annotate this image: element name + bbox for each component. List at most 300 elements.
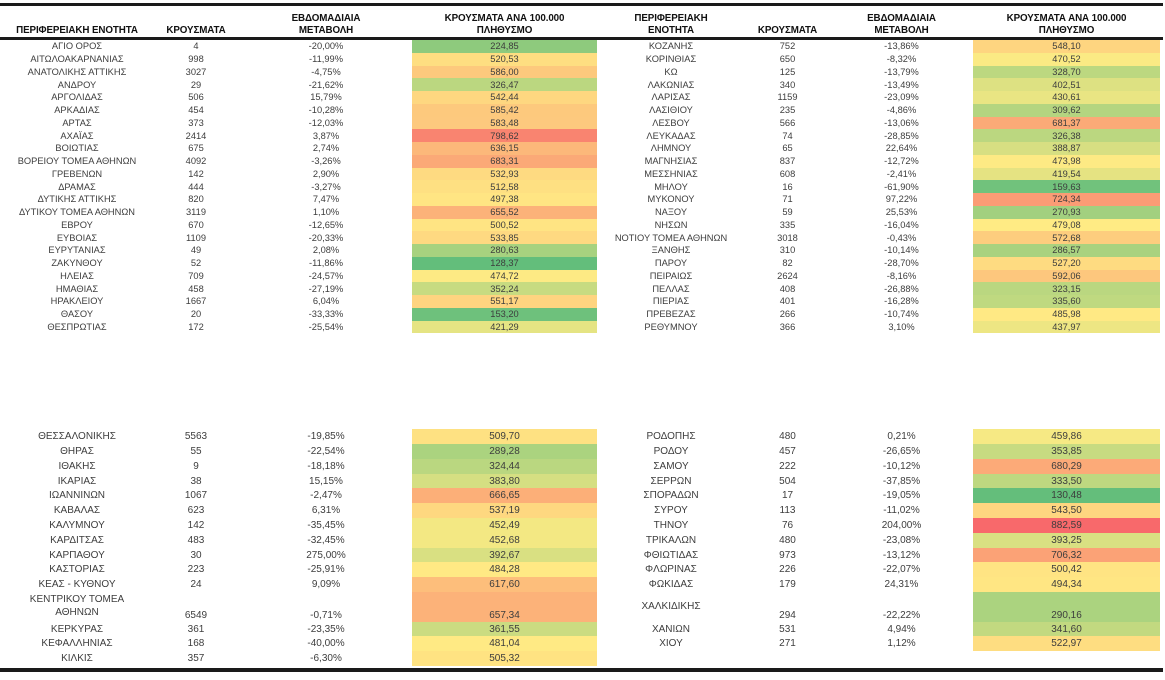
spacer-row <box>2 333 597 429</box>
cell-per100k: 497,38 <box>412 193 597 206</box>
cell-name: ΝΟΤΙΟΥ ΤΟΜΕΑ ΑΘΗΝΩΝ <box>614 232 728 243</box>
cell-per100k: 224,85 <box>412 40 597 53</box>
table-row <box>2 257 597 270</box>
cell-weekly: 3,10% <box>888 321 915 332</box>
cell-per100k: 335,60 <box>973 295 1160 308</box>
cell-name: ΡΟΔΟΠΗΣ <box>646 431 696 443</box>
cell-name: ΝΗΣΩΝ <box>654 219 688 230</box>
cell-cases: 1159 <box>777 92 798 103</box>
cell-name: ΑΡΓΟΛΙΔΑΣ <box>51 92 103 103</box>
cell-weekly: -12,72% <box>884 156 919 167</box>
spacer-cell <box>2 333 152 429</box>
cell-per100k: 341,60 <box>973 622 1160 637</box>
header-label-line2: ΕΝΟΤΗΤΑ <box>648 24 694 36</box>
cell-cases: 9 <box>193 460 199 472</box>
cell-weekly: -20,33% <box>308 232 344 243</box>
right-top-section <box>597 40 1160 333</box>
cell-weekly: 1,12% <box>887 638 916 650</box>
cell-weekly: 6,04% <box>312 296 340 307</box>
cell-cases: 408 <box>779 283 796 294</box>
table-row <box>597 78 1160 91</box>
cell-per100k: 548,10 <box>973 40 1160 53</box>
header-label-line1: ΚΡΟΥΣΜΑΤΑ ΑΝΑ 100.000 <box>444 13 565 24</box>
cell-per100k: 706,32 <box>973 548 1160 563</box>
right-header-region <box>597 5 745 36</box>
cell-weekly: 275,00% <box>306 549 346 561</box>
cell-per100k: 333,50 <box>973 474 1160 489</box>
cell-cases: 266 <box>779 309 796 320</box>
table-row <box>597 295 1160 308</box>
cell-cases: 2624 <box>777 270 798 281</box>
table-row <box>597 429 1160 444</box>
cell-per100k: 290,16 <box>973 592 1160 622</box>
table-row <box>597 308 1160 321</box>
cell-weekly: -22,07% <box>882 564 921 576</box>
cell-per100k: 479,08 <box>973 219 1160 232</box>
table-row <box>2 636 597 651</box>
cell-cases: 531 <box>779 623 796 635</box>
cell-per100k: 494,34 <box>973 577 1160 592</box>
cell-cases: 623 <box>187 505 205 517</box>
cell-cases: 373 <box>188 117 204 128</box>
left-header-weekly-change <box>240 5 412 36</box>
cell-per100k: 585,42 <box>412 104 597 117</box>
header-label-line2: ΜΕΤΑΒΟΛΗ <box>874 24 929 36</box>
header-label: ΚΡΟΥΣΜΑΤΑ <box>166 24 226 36</box>
cell-cases: 4092 <box>185 156 207 167</box>
cell-cases: 223 <box>187 564 205 576</box>
cell-per100k: 683,31 <box>412 155 597 168</box>
cell-cases: 401 <box>779 296 796 307</box>
cell-cases: 366 <box>779 321 796 332</box>
table-row <box>2 168 597 181</box>
cell-weekly: -4,86% <box>886 105 917 116</box>
left-top-section <box>2 40 597 333</box>
cell-per100k: 324,44 <box>412 459 597 474</box>
cell-cases: 752 <box>779 41 796 52</box>
cell-name: ΘΗΡΑΣ <box>60 445 94 457</box>
cell-weekly: 2,74% <box>312 143 340 154</box>
cell-per100k: 361,55 <box>412 622 597 637</box>
cell-weekly: -10,12% <box>882 460 921 472</box>
cell-weekly: -8,32% <box>886 54 917 65</box>
cell-per100k: 388,87 <box>973 142 1160 155</box>
cell-name: ΛΑΚΩΝΙΑΣ <box>647 79 695 90</box>
cell-cases: 998 <box>188 54 204 65</box>
cell-per100k: 512,58 <box>412 180 597 193</box>
table-row <box>2 40 597 53</box>
cell-weekly: 0,21% <box>887 431 916 443</box>
cell-per100k: 500,52 <box>412 219 597 232</box>
table-row <box>2 155 597 168</box>
cell-per100k: 128,37 <box>412 257 597 270</box>
cell-cases: 65 <box>782 143 793 154</box>
cell-per100k: 419,54 <box>973 168 1160 181</box>
table-row <box>2 142 597 155</box>
cell-name: ΒΟΙΩΤΙΑΣ <box>55 143 99 154</box>
cell-name: ΙΘΑΚΗΣ <box>58 460 96 472</box>
cell-name: ΔΡΑΜΑΣ <box>58 181 96 192</box>
section-spacer <box>2 333 597 429</box>
cell-name: ΕΥΡΥΤΑΝΙΑΣ <box>48 245 106 256</box>
table-row <box>597 503 1160 518</box>
cell-weekly: 15,79% <box>310 92 342 103</box>
cell-name: ΠΡΕΒΕΖΑΣ <box>646 309 696 320</box>
table-row <box>2 488 597 503</box>
cell-per100k: 430,61 <box>973 91 1160 104</box>
cell-per100k: 505,32 <box>412 651 597 666</box>
table-row <box>597 444 1160 459</box>
cell-weekly: -13,79% <box>884 66 919 77</box>
cell-name: ΚΙΛΚΙΣ <box>61 653 93 665</box>
cell-cases: 49 <box>190 245 202 256</box>
cell-cases: 3119 <box>186 207 206 218</box>
table-row <box>2 193 597 206</box>
cell-weekly: -13,49% <box>884 79 919 90</box>
cell-cases: 74 <box>782 130 793 141</box>
cell-name: ΖΑΚΥΝΘΟΥ <box>51 258 103 269</box>
table-row <box>597 193 1160 206</box>
cell-name: ΤΡΙΚΑΛΩΝ <box>645 534 697 546</box>
cell-cases: 226 <box>779 564 796 576</box>
cell-weekly: -3,27% <box>311 181 341 192</box>
cell-weekly: -27,19% <box>308 283 344 294</box>
cell-cases: 222 <box>779 460 796 472</box>
cell-weekly: 4,94% <box>887 623 916 635</box>
table-row <box>597 180 1160 193</box>
cell-name: ΜΥΚΟΝΟΥ <box>647 194 695 205</box>
cell-weekly: -13,86% <box>884 41 919 52</box>
left-header-per100k <box>412 5 597 36</box>
cell-weekly: 2,08% <box>312 245 340 256</box>
table-row <box>597 622 1160 637</box>
cell-cases: 20 <box>190 309 202 320</box>
cell-weekly: -0,43% <box>886 232 917 243</box>
cell-weekly: -22,22% <box>882 609 921 621</box>
cell-weekly: 1,10% <box>312 207 340 218</box>
cell-weekly: -16,04% <box>884 219 919 230</box>
cell-name: ΦΛΩΡΙΝΑΣ <box>645 564 697 576</box>
header-label-line2: ΠΛΗΘΥΣΜΟ <box>476 24 533 36</box>
cell-name: ΗΛΕΙΑΣ <box>60 270 94 281</box>
cell-name: ΗΡΑΚΛΕΙΟΥ <box>50 296 104 307</box>
cell-per100k: 543,50 <box>973 503 1160 518</box>
header-label-line2: ΜΕΤΑΒΟΛΗ <box>298 24 354 36</box>
cell-cases: 457 <box>779 445 796 457</box>
left-data-table <box>2 40 597 666</box>
cell-weekly: -0,71% <box>310 609 342 621</box>
cell-per100k: 323,15 <box>973 282 1160 295</box>
cell-name: ΚΟΖΑΝΗΣ <box>648 41 694 52</box>
cell-per100k: 666,65 <box>412 488 597 503</box>
table-row <box>597 40 1160 53</box>
table-row <box>597 219 1160 232</box>
cell-cases: 125 <box>779 66 796 77</box>
cell-weekly: -3,26% <box>311 156 341 167</box>
cell-weekly: 3,87% <box>312 130 340 141</box>
table-row <box>2 622 597 637</box>
cell-name: ΙΚΑΡΙΑΣ <box>57 475 97 487</box>
cell-per100k: 452,49 <box>412 518 597 533</box>
cell-per100k: 437,97 <box>973 321 1160 334</box>
table-row <box>2 295 597 308</box>
table-row <box>2 444 597 459</box>
cell-cases: 168 <box>187 638 205 650</box>
cell-name: ΛΕΥΚΑΔΑΣ <box>646 130 696 141</box>
cell-weekly: 204,00% <box>881 519 922 531</box>
cell-weekly: 25,53% <box>885 207 918 218</box>
cell-weekly: -28,70% <box>884 258 919 269</box>
spacer-cell <box>597 333 745 429</box>
cell-weekly: -24,57% <box>308 270 344 281</box>
cell-cases: 17 <box>781 490 794 502</box>
cell-weekly: -26,65% <box>882 445 921 457</box>
cell-name: ΠΕΙΡΑΙΩΣ <box>649 270 693 281</box>
cell-cases: 335 <box>779 219 796 230</box>
table-row <box>2 270 597 283</box>
table-row <box>2 129 597 142</box>
header-label-line1: ΠΕΡΙΦΕΡΕΙΑΚΗ <box>634 13 708 24</box>
cell-cases: 76 <box>781 519 794 531</box>
table-row <box>597 104 1160 117</box>
cell-name: ΠΑΡΟΥ <box>654 258 688 269</box>
cell-per100k: 270,93 <box>973 206 1160 219</box>
cell-name: ΧΑΝΙΩΝ <box>651 623 691 635</box>
cell-name: ΕΥΒΟΙΑΣ <box>56 232 98 243</box>
table-row <box>597 117 1160 130</box>
cell-name: ΡΕΘΥΜΝΟΥ <box>644 321 698 332</box>
cell-cases: 608 <box>779 168 796 179</box>
header-label-line1: ΕΒΔΟΜΑΔΙΑΙΑ <box>867 13 936 24</box>
cell-weekly: -23,09% <box>884 92 919 103</box>
cell-name: ΘΕΣΠΡΩΤΙΑΣ <box>47 321 107 332</box>
cell-per100k: 485,98 <box>973 308 1160 321</box>
cell-name: ΜΗΛΟΥ <box>654 181 688 192</box>
table-row <box>2 651 597 666</box>
cell-per100k: 452,68 <box>412 533 597 548</box>
cell-cases: 820 <box>188 194 204 205</box>
cell-weekly: 7,47% <box>312 194 340 205</box>
cell-per100k: 542,44 <box>412 91 597 104</box>
cell-weekly: -33,33% <box>308 309 344 320</box>
cell-weekly: -32,45% <box>307 534 345 546</box>
table-row <box>2 592 597 622</box>
cell-name: ΒΟΡΕΙΟΥ ΤΟΜΕΑ ΑΘΗΝΩΝ <box>17 156 137 167</box>
cell-cases: 837 <box>779 156 796 167</box>
cell-weekly: -23,08% <box>882 534 921 546</box>
cell-cases: 179 <box>779 579 796 591</box>
cell-weekly: -28,85% <box>884 130 919 141</box>
right-header-per100k <box>973 5 1160 36</box>
table-row <box>597 206 1160 219</box>
cell-name: ΑΓΙΟ ΟΡΟΣ <box>51 41 103 52</box>
table-row <box>2 533 597 548</box>
cell-per100k: 289,28 <box>412 444 597 459</box>
cell-per100k: 572,68 <box>973 231 1160 244</box>
cell-weekly: -61,90% <box>884 181 919 192</box>
cell-name: ΡΟΔΟΥ <box>653 445 689 457</box>
table-row <box>597 91 1160 104</box>
table-row <box>597 155 1160 168</box>
table-row <box>597 257 1160 270</box>
table-row <box>2 104 597 117</box>
cell-weekly: -12,65% <box>308 219 344 230</box>
table-row <box>2 577 597 592</box>
cell-weekly: 24,31% <box>884 579 919 591</box>
cell-cases: 3027 <box>185 66 207 77</box>
cell-weekly: -22,54% <box>307 445 345 457</box>
cell-per100k: 724,34 <box>973 193 1160 206</box>
table-row <box>2 282 597 295</box>
table-row <box>2 429 597 444</box>
cell-cases: 16 <box>782 181 793 192</box>
cell-cases: 480 <box>779 431 796 443</box>
cell-per100k: 798,62 <box>412 129 597 142</box>
cell-cases: 271 <box>779 638 796 650</box>
cell-cases: 24 <box>190 579 202 591</box>
cell-name: ΦΩΚΙΔΑΣ <box>648 579 694 591</box>
cell-per100k: 537,19 <box>412 503 597 518</box>
cell-cases: 3018 <box>777 232 798 243</box>
cell-cases: 5563 <box>184 431 208 443</box>
table-row <box>2 53 597 66</box>
cell-name: ΚΑΡΠΑΘΟΥ <box>49 549 105 561</box>
right-bottom-section <box>597 429 1160 651</box>
cell-cases: 30 <box>190 549 202 561</box>
table-row <box>597 231 1160 244</box>
cell-weekly: -19,85% <box>307 431 345 443</box>
cell-name: ΝΑΞΟΥ <box>654 207 688 218</box>
cell-cases: 29 <box>190 79 202 90</box>
cell-weekly: -40,00% <box>307 638 345 650</box>
table-row <box>597 53 1160 66</box>
cell-name: ΚΕΝΤΡΙΚΟΥ ΤΟΜΕΑ ΑΘΗΝΩΝ <box>29 594 125 618</box>
spacer-cell <box>830 333 973 429</box>
table-row <box>597 459 1160 474</box>
cell-weekly: -13,06% <box>884 117 919 128</box>
cell-cases: 504 <box>779 475 796 487</box>
cell-weekly: -11,99% <box>309 54 343 65</box>
cell-per100k: 392,67 <box>412 548 597 563</box>
cell-weekly: -10,14% <box>884 245 919 256</box>
table-row <box>2 503 597 518</box>
spacer-cell <box>412 333 597 429</box>
spacer-cell <box>152 333 240 429</box>
table-row <box>2 474 597 489</box>
cell-per100k: 481,04 <box>412 636 597 651</box>
table-row <box>597 129 1160 142</box>
left-header-cases <box>152 5 240 36</box>
cell-per100k: 309,62 <box>973 104 1160 117</box>
cell-cases: 709 <box>188 270 204 281</box>
cell-per100k: 328,70 <box>973 66 1160 79</box>
cell-per100k: 522,97 <box>973 636 1160 651</box>
cell-name: ΑΙΤΩΛΟΑΚΑΡΝΑΝΙΑΣ <box>30 54 124 65</box>
cell-per100k: 421,29 <box>412 321 597 334</box>
cell-per100k: 326,47 <box>412 78 597 91</box>
cell-cases: 4 <box>193 41 199 52</box>
cell-per100k: 882,59 <box>973 518 1160 533</box>
cell-cases: 38 <box>190 475 202 487</box>
cell-cases: 2414 <box>185 130 207 141</box>
cell-weekly: -26,88% <box>884 283 919 294</box>
cell-name: ΚΑΛΥΜΝΟΥ <box>49 519 105 531</box>
cell-weekly: 2,90% <box>312 168 340 179</box>
cell-per100k: 159,63 <box>973 180 1160 193</box>
cell-cases: 71 <box>782 194 793 205</box>
table-row <box>597 282 1160 295</box>
cell-name: ΣΑΜΟΥ <box>653 460 689 472</box>
cell-per100k: 655,52 <box>412 206 597 219</box>
table-row <box>2 562 597 577</box>
cell-cases: 310 <box>779 245 796 256</box>
cell-per100k: 484,28 <box>412 562 597 577</box>
cell-weekly: -25,54% <box>308 321 344 332</box>
cell-name: ΛΑΣΙΘΙΟΥ <box>649 105 693 116</box>
cell-per100k: 680,29 <box>973 459 1160 474</box>
cell-cases: 454 <box>188 105 204 116</box>
table-row <box>597 142 1160 155</box>
cell-name: ΗΜΑΘΙΑΣ <box>55 283 99 294</box>
table-row <box>597 168 1160 181</box>
cell-cases: 59 <box>782 207 793 218</box>
table-row <box>2 206 597 219</box>
cell-name: ΤΗΝΟΥ <box>653 519 689 531</box>
cell-per100k: 533,85 <box>412 231 597 244</box>
spacer-cell <box>745 333 830 429</box>
table-row <box>2 231 597 244</box>
cell-per100k: 617,60 <box>412 577 597 592</box>
cell-name: ΦΘΙΩΤΙΔΑΣ <box>643 549 699 561</box>
table-row <box>2 244 597 257</box>
table-row <box>2 518 597 533</box>
cell-weekly: -16,28% <box>884 296 919 307</box>
cell-per100k: 459,86 <box>973 429 1160 444</box>
cell-cases: 650 <box>779 54 796 65</box>
cell-name: ΓΡΕΒΕΝΩΝ <box>51 168 103 179</box>
right-header-cases <box>745 5 830 36</box>
cell-weekly: -13,12% <box>882 549 921 561</box>
header-label-line2: ΠΛΗΘΥΣΜΟ <box>1038 24 1095 36</box>
cell-per100k: 383,80 <box>412 474 597 489</box>
cell-weekly: -25,91% <box>307 564 345 576</box>
cell-cases: 142 <box>187 519 205 531</box>
cell-name: ΚΑΒΑΛΑΣ <box>53 505 101 517</box>
cell-name: ΙΩΑΝΝΙΝΩΝ <box>48 490 106 502</box>
cell-name: ΣΠΟΡΑΔΩΝ <box>643 490 699 502</box>
cell-per100k: 130,48 <box>973 488 1160 503</box>
cell-name: ΚΕΡΚΥΡΑΣ <box>50 623 104 635</box>
cell-per100k: 402,51 <box>973 78 1160 91</box>
cell-weekly: -23,35% <box>307 623 345 635</box>
cell-name: ΘΕΣΣΑΛΟΝΙΚΗΣ <box>38 431 116 443</box>
cell-weekly: -8,16% <box>886 270 917 281</box>
cell-per100k: 473,98 <box>973 155 1160 168</box>
table-row <box>2 117 597 130</box>
cell-per100k: 657,34 <box>412 592 597 622</box>
cell-name: ΠΙΕΡΙΑΣ <box>652 296 690 307</box>
spacer-row <box>597 333 1160 429</box>
cell-per100k: 352,24 <box>412 282 597 295</box>
table-row <box>597 636 1160 651</box>
cell-weekly: -12,03% <box>308 117 344 128</box>
table-row <box>2 78 597 91</box>
cell-cases: 340 <box>779 79 796 90</box>
cell-weekly: -37,85% <box>882 475 921 487</box>
left-header-region <box>2 5 152 36</box>
cell-per100k: 527,20 <box>973 257 1160 270</box>
cell-per100k: 592,06 <box>973 270 1160 283</box>
